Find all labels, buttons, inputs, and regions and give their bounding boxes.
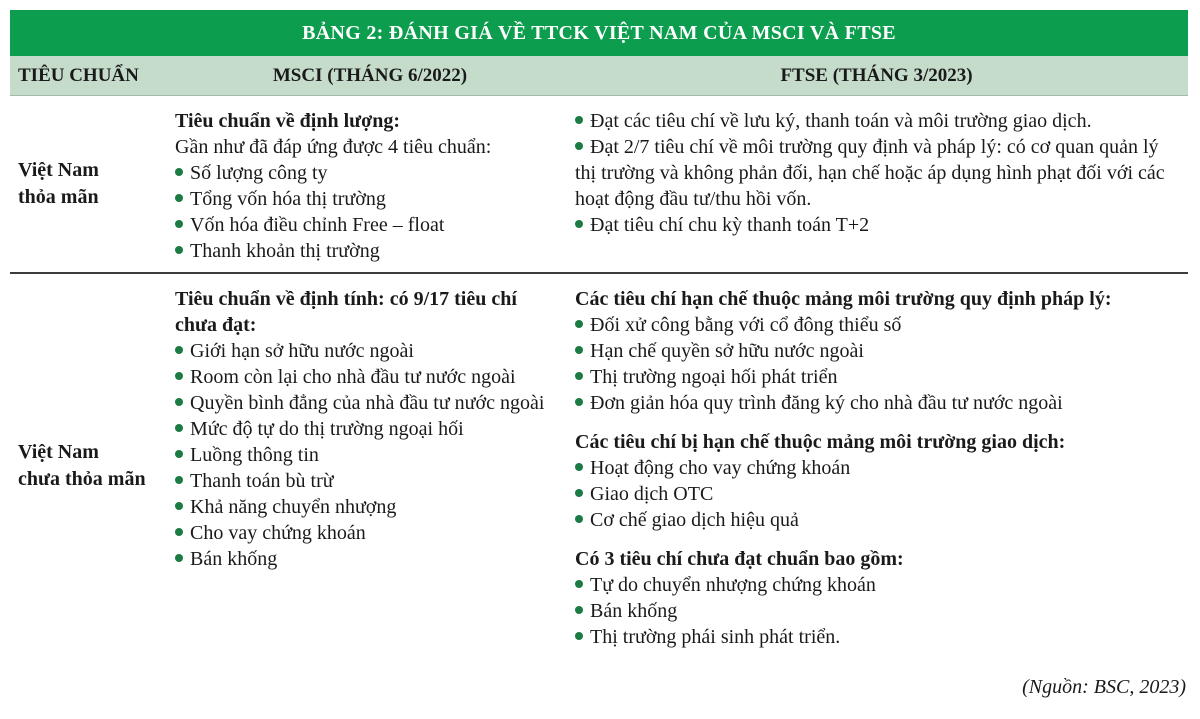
bullet-item <box>175 390 551 416</box>
bullet-text: Tự do chuyển nhượng chứng khoán <box>590 574 876 596</box>
ftse-cell <box>565 274 1188 658</box>
bullet-icon <box>175 450 183 458</box>
msci-cell <box>175 96 565 272</box>
section-heading: Các tiêu chí hạn chế thuộc mảng môi trường quy định pháp lý: <box>575 288 1112 310</box>
bullet-text: Đạt 2/7 tiêu chí về môi trường quy định và pháp lý: có cơ quan quản lý thị trường và không phản đối, hạn chế hoặc áp dụng hình phạt đối với các hoạt động đầu tư/thu hồi vốn. <box>575 136 1165 210</box>
text-line: Gần như đã đáp ứng được 4 tiêu chuẩn: <box>175 136 492 158</box>
source-note: (Nguồn: BSC, 2023) <box>1022 676 1186 698</box>
bullet-text: Giao dịch OTC <box>590 483 714 505</box>
bullet-icon <box>175 194 183 202</box>
section-heading: Có 3 tiêu chí chưa đạt chuẩn bao gồm: <box>575 548 904 570</box>
bullet-text: Vốn hóa điều chỉnh Free – float <box>190 214 445 236</box>
row-label-line: thỏa mãn <box>18 186 99 208</box>
bullet-item <box>175 416 551 442</box>
bullet-icon <box>575 580 583 588</box>
bullet-item <box>575 624 1184 650</box>
bullet-item <box>175 442 551 468</box>
bullet-text: Luồng thông tin <box>190 444 319 466</box>
bullet-icon <box>175 220 183 228</box>
bullet-text: Số lượng công ty <box>190 162 328 184</box>
bullet-text: Room còn lại cho nhà đầu tư nước ngoài <box>190 366 516 388</box>
bullet-text: Cho vay chứng khoán <box>190 522 366 544</box>
bullet-item <box>175 186 551 212</box>
bullet-icon <box>575 142 583 150</box>
bullet-icon <box>575 463 583 471</box>
bullet-icon <box>175 246 183 254</box>
bullet-item <box>175 494 551 520</box>
bullet-icon <box>175 168 183 176</box>
bullet-text: Cơ chế giao dịch hiệu quả <box>590 509 799 531</box>
bullet-icon <box>575 398 583 406</box>
bullet-icon <box>575 489 583 497</box>
bullet-item <box>575 507 1184 533</box>
bullet-item <box>175 212 551 238</box>
bullet-item <box>575 312 1184 338</box>
table-row <box>10 272 1188 658</box>
bullet-item <box>175 338 551 364</box>
bullet-icon <box>575 320 583 328</box>
bullet-item <box>575 598 1184 624</box>
table-body <box>10 96 1188 658</box>
bullet-item <box>575 134 1184 212</box>
bullet-item <box>575 338 1184 364</box>
bullet-text: Đạt các tiêu chí về lưu ký, thanh toán và môi trường giao dịch. <box>590 110 1092 132</box>
bullet-item <box>575 572 1184 598</box>
section-heading: Tiêu chuẩn về định lượng: <box>175 110 400 132</box>
bullet-text: Giới hạn sở hữu nước ngoài <box>190 340 414 362</box>
bullet-item <box>175 520 551 546</box>
bullet-icon <box>575 116 583 124</box>
bullet-icon <box>175 424 183 432</box>
bullet-icon <box>575 372 583 380</box>
table-header-row <box>10 56 1188 96</box>
bullet-text: Đối xử công bằng với cổ đông thiểu số <box>590 314 902 336</box>
evaluation-table <box>10 10 1188 658</box>
row-label-line: Việt Nam <box>18 159 99 181</box>
bullet-text: Mức độ tự do thị trường ngoại hối <box>190 418 464 440</box>
bullet-icon <box>175 528 183 536</box>
section-heading: Tiêu chuẩn về định tính: có 9/17 tiêu chí chưa đạt: <box>175 288 517 336</box>
header-criteria: TIÊU CHUẨN <box>18 64 139 86</box>
bullet-text: Thị trường phái sinh phát triển. <box>590 626 841 648</box>
bullet-icon <box>175 476 183 484</box>
bullet-item <box>175 238 551 264</box>
bullet-text: Hạn chế quyền sở hữu nước ngoài <box>590 340 864 362</box>
bullet-item <box>175 160 551 186</box>
bullet-text: Đạt tiêu chí chu kỳ thanh toán T+2 <box>590 214 870 236</box>
table-title: BẢNG 2: ĐÁNH GIÁ VỀ TTCK VIỆT NAM CỦA MSCI VÀ FTSE <box>302 21 896 44</box>
bullet-text: Bán khống <box>190 548 278 570</box>
bullet-item <box>575 455 1184 481</box>
bullet-text: Hoạt động cho vay chứng khoán <box>590 457 851 479</box>
bullet-icon <box>575 632 583 640</box>
bullet-item <box>575 481 1184 507</box>
bullet-item <box>575 364 1184 390</box>
bullet-icon <box>575 220 583 228</box>
bullet-text: Quyền bình đẳng của nhà đầu tư nước ngoài <box>190 392 545 414</box>
bullet-icon <box>175 502 183 510</box>
bullet-item <box>575 108 1184 134</box>
bullet-icon <box>575 606 583 614</box>
bullet-item <box>175 364 551 390</box>
bullet-item <box>575 212 1184 238</box>
bullet-icon <box>575 515 583 523</box>
bullet-icon <box>175 346 183 354</box>
table-title-bar <box>10 10 1188 56</box>
row-label <box>10 274 175 658</box>
bullet-text: Bán khống <box>590 600 678 622</box>
bullet-text: Tổng vốn hóa thị trường <box>190 188 386 210</box>
bullet-text: Thị trường ngoại hối phát triển <box>590 366 838 388</box>
bullet-text: Thanh toán bù trừ <box>190 470 334 492</box>
bullet-icon <box>175 398 183 406</box>
row-label-line: Việt Nam <box>18 441 99 463</box>
bullet-text: Thanh khoản thị trường <box>190 240 380 262</box>
bullet-item <box>575 390 1184 416</box>
bullet-text: Đơn giản hóa quy trình đăng ký cho nhà đầu tư nước ngoài <box>590 392 1063 414</box>
table-row <box>10 96 1188 272</box>
row-label <box>10 96 175 272</box>
section-heading: Các tiêu chí bị hạn chế thuộc mảng môi trường giao dịch: <box>575 431 1066 453</box>
bullet-icon <box>175 554 183 562</box>
ftse-cell <box>565 96 1188 272</box>
bullet-item <box>175 546 551 572</box>
msci-cell <box>175 274 565 658</box>
row-label-line: chưa thỏa mãn <box>18 468 146 490</box>
bullet-icon <box>175 372 183 380</box>
bullet-text: Khả năng chuyển nhượng <box>190 496 397 518</box>
header-msci: MSCI (THÁNG 6/2022) <box>272 64 468 86</box>
bullet-item <box>175 468 551 494</box>
header-ftse: FTSE (THÁNG 3/2023) <box>780 64 973 86</box>
bullet-icon <box>575 346 583 354</box>
